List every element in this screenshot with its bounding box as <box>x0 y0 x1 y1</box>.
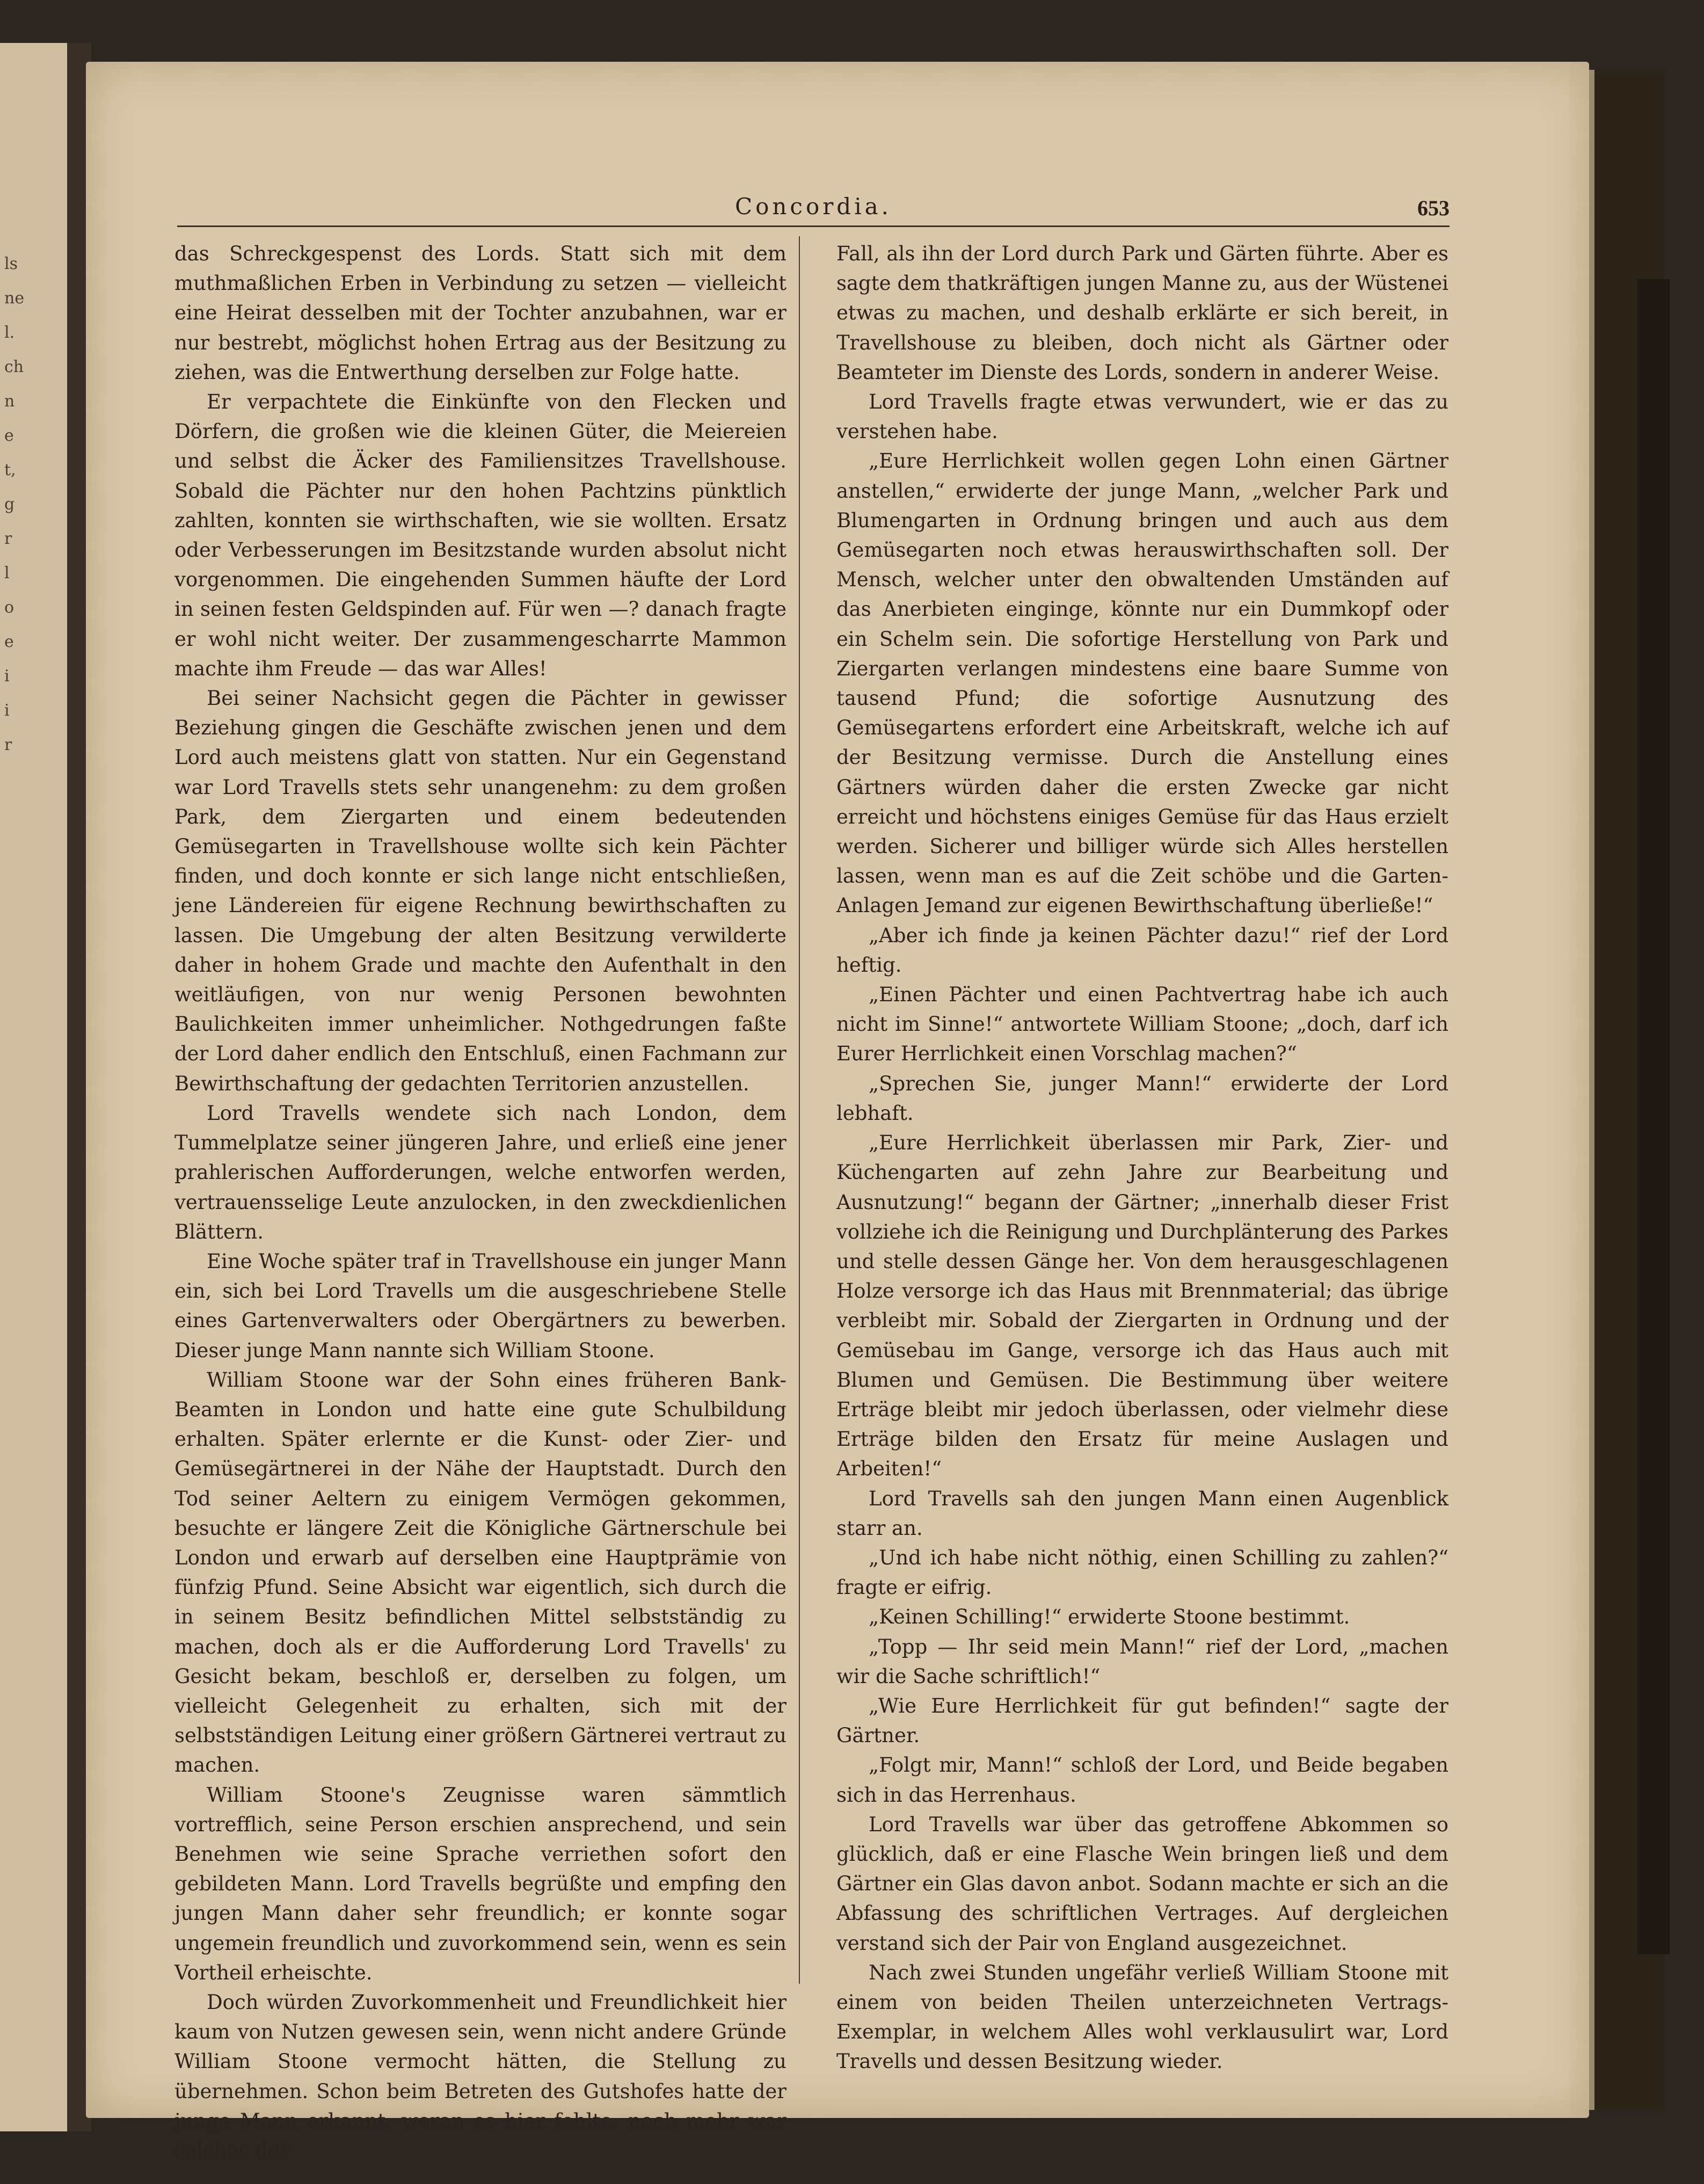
fragment: e <box>4 426 14 445</box>
paragraph: „Aber ich finde ja keinen Pächter dazu!“ rief der Lord heftig. <box>836 923 1448 977</box>
paragraph: Doch würden Zuvorkommenheit und Freundlichkeit hier kaum von Nutzen gewesen sein, wenn nicht andere Gründe William Stoone vermocht hätten, die Stellung zu übernehmen. Schon beim Betreten des Gutshofes hatte der junge Mann erkannt, woran es hier fehlte; noch mehr war solches der <box>174 1990 787 2162</box>
paragraph: „Folgt mir, Mann!“ schloß der Lord, und Beide begaben sich in das Herrenhaus. <box>836 1753 1448 1807</box>
paragraph: Lord Travells wendete sich nach London, dem Tummelplatze seiner jüngeren Jahre, und erließ eine jener prahlerischen Aufforderungen, welche entworfen werden, vertrauensselige Leute anzulocken, in den zweckdienlichen Blättern. <box>174 1101 787 1243</box>
paragraph: „Sprechen Sie, junger Mann!“ erwiderte der Lord lebhaft. <box>836 1072 1448 1125</box>
column-divider <box>799 236 800 1984</box>
fragment: l. <box>4 323 15 342</box>
header-rule <box>177 225 1450 227</box>
paragraph: Fall, als ihn der Lord durch Park und Gärten führte. Aber es sagte dem thatkräftigen jungen Manne zu, aus der Wüstenei etwas zu machen, und deshalb erklärte er sich bereit, in Travellshouse zu bleiben, doch nicht als Gärtner oder Beamteter im Dienste des Lords, sondern in anderer Weise. <box>836 242 1448 384</box>
paragraph: „Einen Pächter und einen Pachtvertrag habe ich auch nicht im Sinne!“ antwortete William Stoone; „doch, darf ich Eurer Herrlichkeit einen Vorschlag machen?“ <box>836 983 1448 1066</box>
fragment: i <box>4 667 10 686</box>
running-title: Concordia. <box>734 193 892 220</box>
paragraph: Lord Travells sah den jungen Mann einen Augenblick starr an. <box>836 1487 1448 1540</box>
paragraph: „Eure Herrlichkeit wollen gegen Lohn einen Gärtner anstellen,“ erwiderte der junge Mann, „welcher Park und Blumengarten in Ordnung bringen und auch aus dem Gemüsegarten noch etwas herauswirthschaften soll. Der Mensch, welcher unter den obwaltenden Umständen auf das Anerbieten einginge, könnte nur ein Dummkopf oder ein Schelm sein. Die sofortige Herstellung von Park und Ziergarten verlangen mindestens eine baare Summe von tausend Pfund; die sofortige Ausnutzung des Gemüsegartens erfordert eine Arbeitskraft, welche ich auf der Besitzung vermisse. Durch die Anstellung eines Gärtners würden daher die ersten Zwecke gar nicht erreicht und höchstens einiges Gemüse für das Haus erzielt werden. Sicherer und billiger würde sich Alles herstellen lassen, wenn man es auf die Zeit schöbe und die Garten-Anlagen Jemand zur eigenen Bewirthschaftung überließe!“ <box>836 449 1448 918</box>
paragraph: „Und ich habe nicht nöthig, einen Schilling zu zahlen?“ fragte er eifrig. <box>836 1546 1448 1599</box>
paragraph: „Eure Herrlichkeit überlassen mir Park, Zier- und Küchengarten auf zehn Jahre zur Bearbeitung und Ausnutzung!“ begann der Gärtner; „innerhalb dieser Frist vollziehe ich die Reinigung und Durchplänterung des Parkes und stelle dessen Gänge her. Von dem herausgeschlagenen Holze versorge ich das Haus mit Brennmaterial; das übrige verbleibt mir. Sobald der Ziergarten in Ordnung und der Gemüsebau im Gange, versorge ich das Haus auch mit Blumen und Gemüsen. Die Bestimmung über weitere Erträge bleibt mir jedoch überlassen, oder vielmehr diese Erträge bilden den Ersatz für meine Auslagen und Arbeiten!“ <box>836 1131 1448 1481</box>
paragraph: Eine Woche später traf in Travellshouse ein junger Mann ein, sich bei Lord Travells um die ausgeschriebene Stelle eines Gartenverwalters oder Obergärtners zu bewerben. Dieser junge Mann nannte sich William Stoone. <box>174 1249 787 1362</box>
fragment: ls <box>4 254 18 273</box>
fragment: l <box>4 564 10 583</box>
page-number: 653 <box>1417 196 1450 220</box>
paragraph: „Topp — Ihr seid mein Mann!“ rief der Lord, „machen wir die Sache schriftlich!“ <box>836 1635 1448 1688</box>
paragraph: Bei seiner Nachsicht gegen die Pächter in gewisser Beziehung gingen die Geschäfte zwischen jenen und dem Lord auch meistens glatt von statten. Nur ein Gegenstand war Lord Travells stets sehr unangenehm: zu dem großen Park, dem Ziergarten und einem bedeutenden Gemüsegarten in Travellshouse wollte sich kein Pächter finden, und doch konnte er sich lange nicht entschließen, jene Ländereien für eigene Rechnung bewirthschaften zu lassen. Die Umgebung der alten Besitzung verwilderte daher in hohem Grade und machte den Aufenthalt in den weitläufigen, von nur wenig Personen bewohnten Baulichkeiten immer unheimlicher. Nothgedrungen faßte der Lord daher endlich den Entschluß, einen Fachmann zur Bewirthschaftung der gedachten Territorien anzustellen. <box>174 687 787 1095</box>
fragment: o <box>4 598 14 617</box>
left-text-column <box>174 239 787 2165</box>
binding-spine <box>1637 279 1670 1954</box>
facing-page-edge <box>0 43 71 2131</box>
paragraph: William Stoone war der Sohn eines früheren Bank-Beamten in London und hatte eine gute Schulbildung erhalten. Später erlernte er die Kunst- oder Zier- und Gemüsegärtnerei in der Nähe der Hauptstadt. Durch den Tod seiner Aeltern zu einigem Vermögen gekommen, besuchte er längere Zeit die Königliche Gärtnerschule bei London und erwarb auf derselben eine Hauptprämie von fünfzig Pfund. Seine Absicht war eigentlich, sich durch die in seinem Besitz befindlichen Mittel selbstständig zu machen, doch als er die Aufforderung Lord Travells' zu Gesicht bekam, beschloß er, derselben zu folgen, um vielleicht Gelegenheit zu erhalten, sich mit der selbstständigen Leitung einer größern Gärtnerei vertraut zu machen. <box>174 1368 787 1777</box>
fragment: ne <box>4 289 25 308</box>
fragment: n <box>4 392 15 411</box>
paragraph: Er verpachtete die Einkünfte von den Flecken und Dörfern, die großen wie die kleinen Güter, die Meiereien und selbst die Äcker des Familiensitzes Travellshouse. Sobald die Pächter nur den hohen Pachtzins pünktlich zahlten, konnten sie wirthschaften, wie sie wollten. Ersatz oder Verbesserungen im Besitzstande wurden absolut nicht vorgenommen. Die eingehenden Summen häufte der Lord in seinen festen Geldspinden auf. Für wen —? danach fragte er wohl nicht weiter. Der zusammengescharrte Mammon machte ihm Freude — das war Alles! <box>174 390 787 680</box>
fragment: g <box>4 495 15 514</box>
page-header <box>177 193 1450 225</box>
paragraph: „Wie Eure Herrlichkeit für gut befinden!“ sagte der Gärtner. <box>836 1694 1448 1748</box>
right-text-column <box>836 239 1448 2077</box>
fragment: r <box>4 736 12 754</box>
fragment: r <box>4 529 12 548</box>
fragment: i <box>4 701 10 720</box>
paragraph: Lord Travells war über das getroffene Abkommen so glücklich, daß er eine Flasche Wein bringen ließ und dem Gärtner ein Glas davon anbot. Sodann machte er sich an die Abfassung des schriftlichen Vertrages. Auf dergleichen verstand sich der Pair von England ausgezeichnet. <box>836 1812 1448 1955</box>
fragment: e <box>4 632 14 651</box>
paragraph: „Keinen Schilling!“ erwiderte Stoone bestimmt. <box>869 1605 1350 1629</box>
fragment: t, <box>4 461 16 479</box>
paragraph: Nach zwei Stunden ungefähr verließ William Stoone mit einem von beiden Theilen unterzeichneten Vertrags-Exemplar, in welchem Alles wohl verklausulirt war, Lord Travells und dessen Besitzung wieder. <box>836 1961 1448 2073</box>
paragraph: das Schreckgespenst des Lords. Statt sich mit dem muthmaßlichen Erben in Verbindung zu setzen — vielleicht eine Heirat desselben mit der Tochter anzubahnen, war er nur bestrebt, möglichst hohen Ertrag aus der Besitzung zu ziehen, was die Entwerthung derselben zur Folge hatte. <box>174 242 787 384</box>
fragment: ch <box>4 358 24 376</box>
paragraph: William Stoone's Zeugnisse waren sämmtlich vortrefflich, seine Person erschien ansprechend, und sein Benehmen wie seine Sprache verriethen sofort den gebildeten Mann. Lord Travells begrüßte und empfing den jungen Mann daher sehr freundlich; er konnte sogar ungemein freundlich und zuvorkommend sein, wenn es sein Vortheil erheischte. <box>174 1783 787 1984</box>
paragraph: Lord Travells fragte etwas verwundert, wie er das zu verstehen habe. <box>836 390 1448 443</box>
facing-page-text-fragments <box>4 247 37 762</box>
